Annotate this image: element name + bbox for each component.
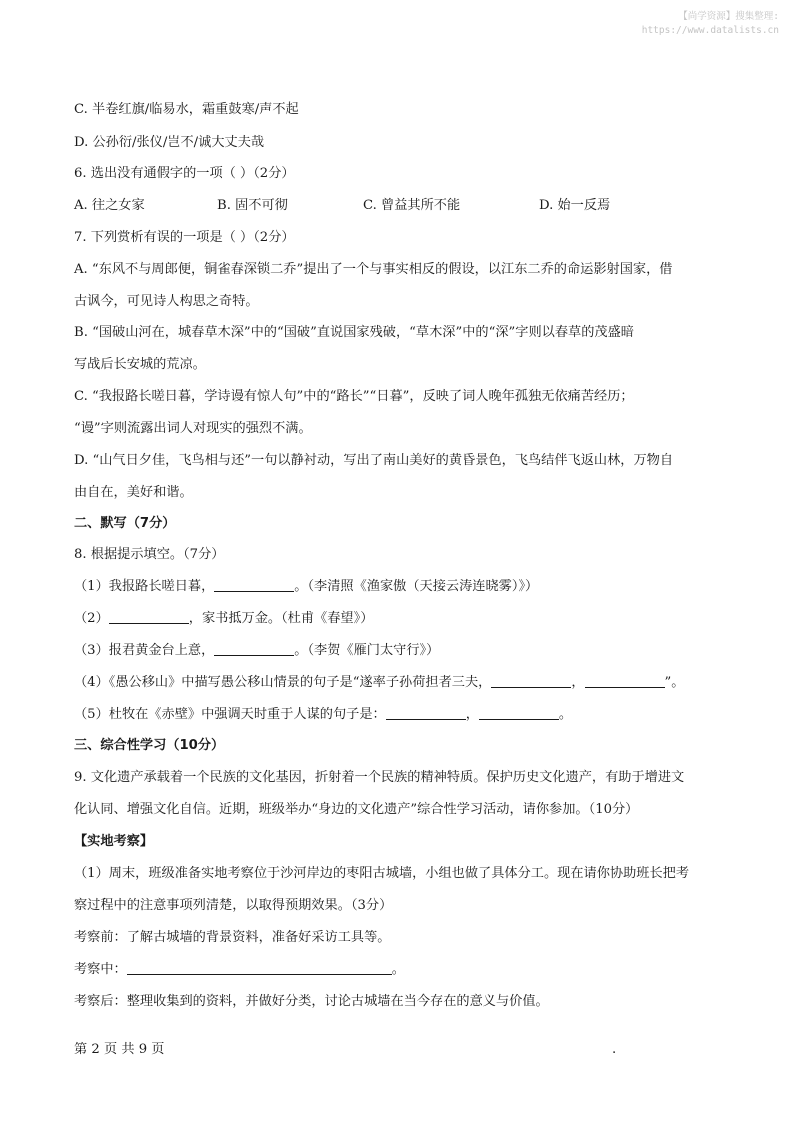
q8-item-4 bbox=[74, 673, 684, 693]
q8-item-5-blank-2[interactable] bbox=[479, 705, 559, 720]
q8-item-1-suffix: 。（李清照《渔家傲（天接云涛连晓雾）》） bbox=[294, 579, 539, 594]
q7-option-c-line1: C. “我报路长嗟日暮，学诗谩有惊人句”中的“路长”“日暮”，反映了词人晚年孤独无依痛苦经历； bbox=[74, 389, 634, 404]
q8-item-2-suffix: ，家书抵万金。（杜甫《春望》） bbox=[188, 611, 374, 626]
q7-option-b-line1: B. “国破山河在，城春草木深”中的“国破”直说国家残破，“草木深”中的“深”字则以春草的茂盛暗 bbox=[74, 325, 634, 340]
q6-option-b: B. 固不可彻 bbox=[217, 198, 288, 213]
q8-item-4-prefix: （4）《愚公移山》中描写愚公移山情景的句子是“遂率子孙荷担者三夫， bbox=[74, 675, 492, 690]
during-inspection bbox=[74, 960, 405, 980]
q7-option-a-line2: 古讽今，可见诗人构思之奇特。 bbox=[74, 294, 259, 309]
page-number: 第 2 页 共 9 页 bbox=[74, 1042, 165, 1057]
after-inspection: 考察后：整理收集到的资料，并做好分类，讨论古城墙在当今存在的意义与价值。 bbox=[74, 994, 549, 1009]
q6-option-d: D. 始一反焉 bbox=[539, 198, 611, 213]
q9-stem-line2: 化认同、增强文化自信。近期，班级举办“身边的文化遗产”综合性学习活动，请你参加。（10分） bbox=[74, 802, 639, 817]
footer-dot: . bbox=[612, 1042, 617, 1057]
during-inspection-label: 考察中： bbox=[74, 962, 127, 977]
q7-option-c-line2: “谩”字则流露出词人对现实的强烈不满。 bbox=[74, 421, 312, 436]
q8-item-5 bbox=[74, 705, 572, 725]
q8-item-1-prefix: （1）我报路长嗟日暮， bbox=[74, 579, 215, 594]
q7-option-d-line1: D. “山气日夕佳，飞鸟相与还”一句以静衬动，写出了南山美好的黄昏景色，飞鸟结伴飞返山林，万物自 bbox=[74, 453, 674, 468]
q8-item-4-sep: ， bbox=[571, 675, 585, 690]
q8-item-2-prefix: （2） bbox=[74, 611, 109, 626]
q7-stem: 7. 下列赏析有误的一项是（ ）（2分） bbox=[74, 230, 295, 245]
q6-option-c: C. 曾益其所不能 bbox=[363, 198, 461, 213]
before-inspection: 考察前：了解古城墙的背景资料，准备好采访工具等。 bbox=[74, 930, 391, 945]
q8-item-4-blank-2[interactable] bbox=[585, 673, 665, 688]
watermark-line-2: https://www.datalists.cn bbox=[641, 25, 779, 36]
q7-option-a-line1: A. “东风不与周郎便，铜雀春深锁二乔”提出了一个与事实相反的假设，以江东二乔的命运影射国家，借 bbox=[74, 262, 673, 277]
during-inspection-suffix: 。 bbox=[391, 962, 405, 977]
watermark bbox=[642, 10, 779, 38]
q7-option-b-line2: 写战后长安城的荒凉。 bbox=[74, 357, 206, 372]
q8-item-5-suffix: 。 bbox=[558, 707, 573, 722]
q8-stem: 8. 根据提示填空。（7分） bbox=[74, 547, 225, 562]
q8-item-4-suffix: ”。 bbox=[664, 675, 685, 690]
subsection-title: 【实地考察】 bbox=[74, 834, 154, 849]
q8-item-3-suffix: 。（李贺《雁门太守行》） bbox=[294, 643, 440, 658]
q9-stem-line1: 9. 文化遗产承载着一个民族的文化基因，折射着一个民族的精神特质。保护历史文化遗产，有助于增进文 bbox=[74, 770, 685, 785]
q8-item-2 bbox=[74, 609, 373, 629]
q8-item-5-prefix: （5）杜牧在《赤壁》中强调天时重于人谋的句子是： bbox=[74, 707, 386, 722]
section-3-title: 三、综合性学习（10分） bbox=[74, 738, 225, 753]
q8-item-1 bbox=[74, 577, 538, 597]
q5-option-d: D. 公孙衍/张仪/岂不/诚大丈夫哉 bbox=[74, 135, 265, 150]
during-inspection-blank[interactable] bbox=[127, 960, 392, 975]
q6-stem: 6. 选出没有通假字的一项（ ）（2分） bbox=[74, 166, 295, 181]
q8-item-5-blank-1[interactable] bbox=[386, 705, 466, 720]
q8-item-3-blank[interactable] bbox=[214, 641, 294, 656]
q9-part1-line1: （1）周末，班级准备实地考察位于沙河岸边的枣阳古城墙，小组也做了具体分工。现在请你协助班长把考 bbox=[74, 866, 690, 881]
q8-item-3 bbox=[74, 641, 439, 661]
q8-item-1-blank[interactable] bbox=[214, 577, 294, 592]
section-2-title: 二、默写（7分） bbox=[74, 516, 176, 531]
q6-option-a: A. 往之女家 bbox=[74, 198, 145, 213]
q9-part1-line2: 察过程中的注意事项列清楚，以取得预期效果。（3分） bbox=[74, 898, 393, 913]
q8-item-3-prefix: （3）报君黄金台上意， bbox=[74, 643, 215, 658]
q8-item-4-blank-1[interactable] bbox=[491, 673, 571, 688]
watermark-line-1: 【尚学资源】搜集整理: bbox=[678, 11, 779, 22]
q6-options bbox=[74, 196, 724, 216]
q8-item-5-sep: ， bbox=[465, 707, 479, 722]
q8-item-2-blank[interactable] bbox=[109, 609, 189, 624]
q5-option-c: C. 半卷红旗/临易水，霜重鼓寒/声不起 bbox=[74, 102, 299, 117]
q7-option-d-line2: 由自在，美好和谐。 bbox=[74, 485, 193, 500]
